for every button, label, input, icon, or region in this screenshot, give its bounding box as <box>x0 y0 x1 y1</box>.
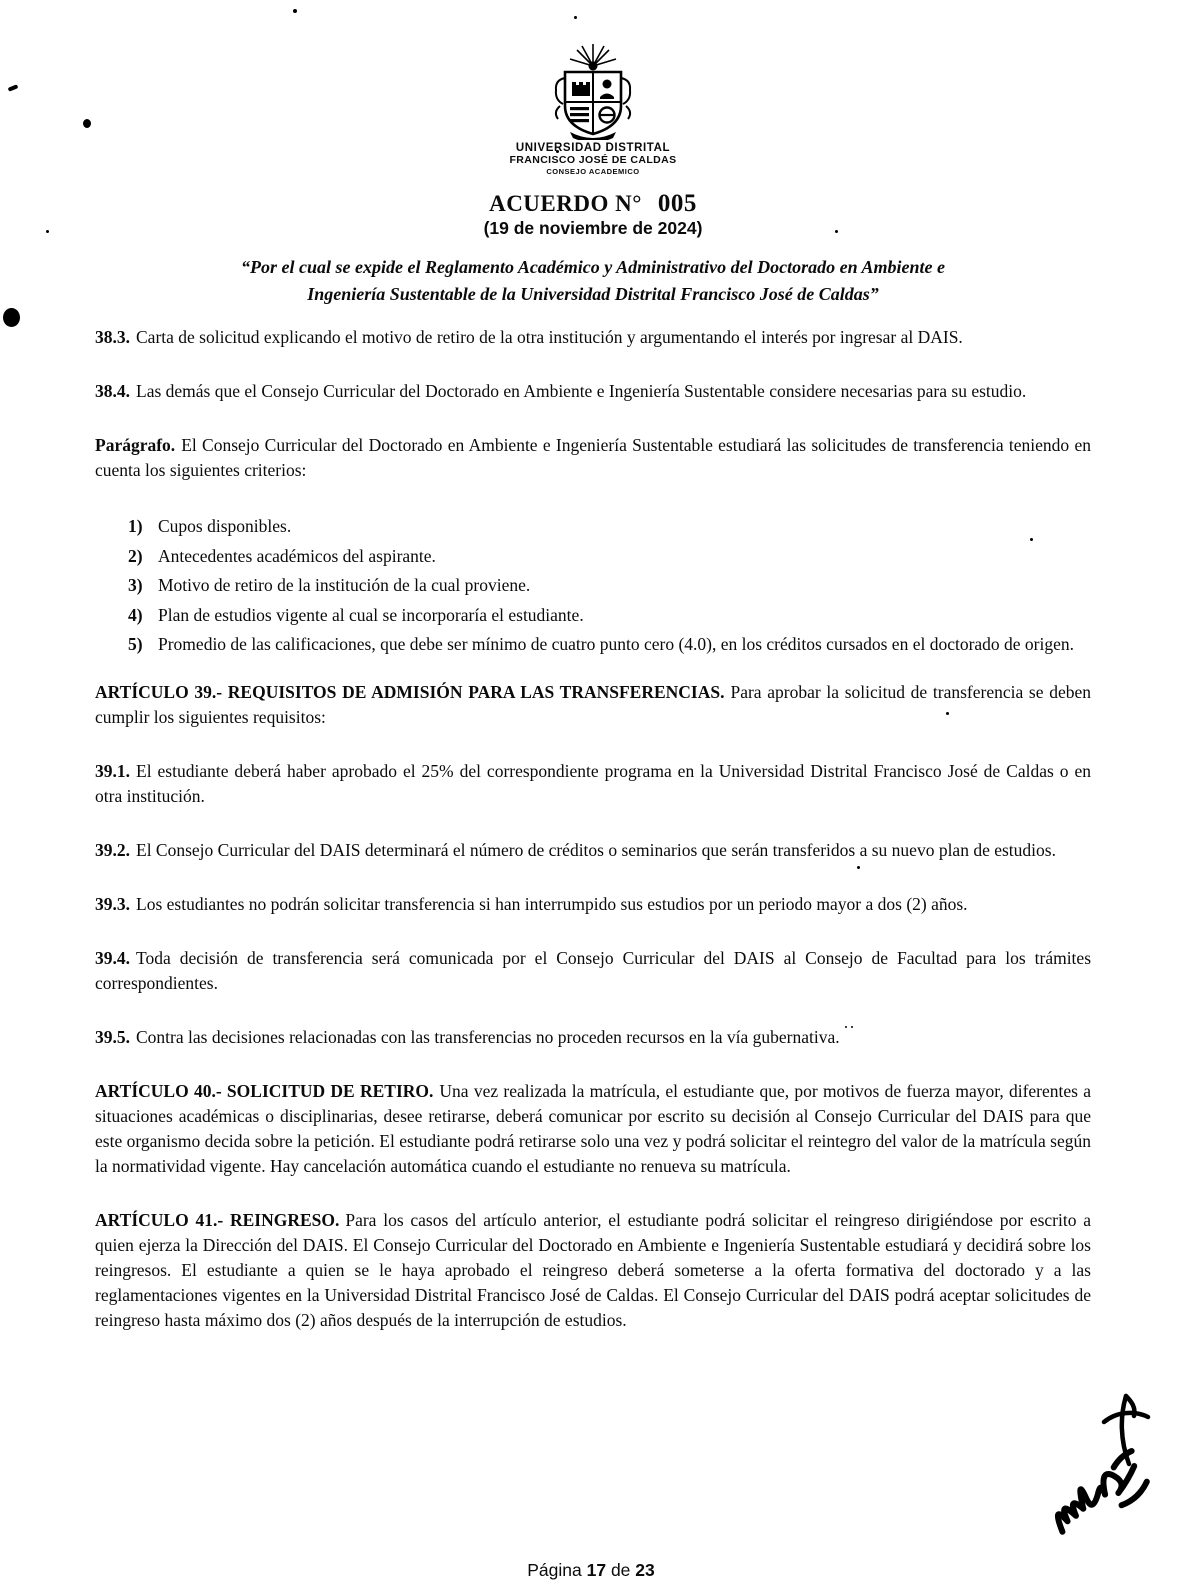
subtitle-line2: Ingeniería Sustentable de la Universidad Distrital Francisco José de Caldas” <box>307 284 879 304</box>
page-footer <box>0 1560 1182 1581</box>
page-number: 17 <box>586 1560 607 1580</box>
clause-text: Para aprobar la solicitud de transferencia se deben cumplir los siguientes requisitos: <box>95 681 1091 727</box>
clause-text: Contra las decisiones relacionadas con las transferencias no proceden recursos en la vía gubernativa. <box>136 1026 840 1047</box>
acuerdo-heading <box>95 190 1091 218</box>
clause-text: Toda decisión de transferencia será comunicada por el Consejo Curricular del DAIS al Consejo de Facultad para los trámites correspondientes. <box>95 947 1091 993</box>
paragraph-articulo-39 <box>95 680 1091 730</box>
criteria-list <box>95 512 1091 660</box>
page-label: Página <box>527 1560 582 1580</box>
list-item <box>95 630 1091 660</box>
acuerdo-label: ACUERDO N° <box>489 191 642 216</box>
article-heading: ARTÍCULO 40.- SOLICITUD DE RETIRO. <box>95 1080 434 1101</box>
clause-text: El Consejo Curricular del Doctorado en Ambiente e Ingeniería Sustentable estudiará las solicitudes de transferencia teniendo en cuenta los siguientes criterios: <box>95 435 1091 480</box>
university-name-line1: UNIVERSIDAD DISTRITAL <box>515 142 671 154</box>
list-item-number: 3) <box>128 575 143 595</box>
list-item-number: 5) <box>128 634 143 654</box>
acuerdo-date: (19 de noviembre de 2024) <box>483 218 703 238</box>
paragraph-39-5 <box>95 1025 1091 1050</box>
list-item-number: 1) <box>128 516 143 536</box>
scan-speck <box>83 119 91 128</box>
list-item-text: Antecedentes académicos del aspirante. <box>158 545 436 566</box>
clause-text: El estudiante deberá haber aprobado el 25% del correspondiente programa en la Universidad Distrital Francisco José de Caldas o en otra institución. <box>95 760 1091 806</box>
paragraph-38-4 <box>95 379 1091 404</box>
list-item <box>95 571 1091 601</box>
clause-number: Parágrafo. <box>95 435 176 455</box>
document-subtitle <box>95 254 1091 308</box>
clause-text: Las demás que el Consejo Curricular del Doctorado en Ambiente e Ingeniería Sustentable considere necesarias para su estudio. <box>136 381 1027 401</box>
article-heading: ARTÍCULO 41.- REINGRESO. <box>95 1209 340 1230</box>
list-item <box>95 512 1091 542</box>
paragraph-38-3 <box>95 325 1091 350</box>
university-name-line2: FRANCISCO JOSÉ DE CALDAS <box>509 154 677 166</box>
page-content <box>95 0 1091 1362</box>
clause-number: 39.5. <box>95 1026 130 1047</box>
list-item-text: Motivo de retiro de la institución de la cual proviene. <box>158 575 531 595</box>
scan-speck <box>8 84 19 91</box>
university-crest-icon <box>530 44 656 140</box>
list-item <box>95 542 1091 572</box>
list-item-text: Plan de estudios vigente al cual se incorporaría el estudiante. <box>158 604 584 625</box>
paragraph-articulo-40 <box>95 1079 1091 1179</box>
letterhead <box>463 44 723 176</box>
acuerdo-number: 005 <box>657 190 697 217</box>
paragraph-39-3 <box>95 892 1091 917</box>
list-item-number: 2) <box>128 545 143 566</box>
clause-text: El Consejo Curricular del DAIS determinará el número de créditos o seminarios que serán transferidos a su nuevo plan de estudios. <box>136 839 1056 860</box>
paragraph-39-1 <box>95 759 1091 809</box>
paragraph-paragrafo <box>95 433 1091 483</box>
article-heading: ARTÍCULO 39.- REQUISITOS DE ADMISIÓN PARA LAS TRANSFERENCIAS. <box>95 681 725 702</box>
paragraph-39-2 <box>95 838 1091 863</box>
clause-number: 39.2. <box>95 839 130 860</box>
page-total: 23 <box>635 1560 655 1580</box>
document-body <box>95 325 1091 1333</box>
clause-text: Los estudiantes no podrán solicitar transferencia si han interrumpido sus estudios por un periodo mayor a dos (2) años. <box>136 893 968 914</box>
list-item <box>95 601 1091 631</box>
clause-number: 39.3. <box>95 893 130 914</box>
clause-number: 38.4. <box>95 381 130 401</box>
paragraph-articulo-41 <box>95 1208 1091 1333</box>
clause-text: Carta de solicitud explicando el motivo de retiro de la otra institución y argumentando el interés por ingresar al DAIS. <box>136 327 963 347</box>
subtitle-line1: “Por el cual se expide el Reglamento Académico y Administrativo del Doctorado en Ambiente e <box>241 257 945 277</box>
list-item-text: Cupos disponibles. <box>158 516 292 536</box>
scan-speck <box>46 230 49 233</box>
clause-number: 39.4. <box>95 947 130 968</box>
clause-text: Para los casos del artículo anterior, el estudiante podrá solicitar el reingreso dirigiéndose por escrito a quien ejerza la Dirección del DAIS. El Consejo Curricular del Doctorado en Ambiente e Ingeniería Sustentable estudiará y decidirá sobre los reingresos. El estudiante a quien se le haya aprobado el reingreso deberá someterse a la oferta formativa del doctorado y a las reglamentaciones vigentes en la Universidad Distrital Francisco José de Caldas. El Consejo Curricular del DAIS podrá aceptar solicitudes de reingreso hasta máximo dos (2) años después de la interrupción de estudios. <box>95 1209 1091 1330</box>
clause-number: 38.3. <box>95 327 130 347</box>
page-separator: de <box>610 1560 631 1580</box>
clause-text: Una vez realizada la matrícula, el estudiante que, por motivos de fuerza mayor, diferentes a situaciones académicas o disciplinarias, desee retirarse, deberá comunicar por escrito su decisión al Consejo Curricular del DAIS para que este organismo decida sobre la petición. El estudiante podrá retirarse solo una vez y podrá solicitar el reintegro del valor de la matrícula según la normatividad vigente. Hay cancelación automática cuando el estudiante no renueva su matrícula. <box>95 1080 1091 1176</box>
council-name: CONSEJO ACADEMICO <box>546 167 640 176</box>
list-item-number: 4) <box>128 604 143 625</box>
scan-speck <box>3 308 20 327</box>
list-item-text: Promedio de las calificaciones, que debe ser mínimo de cuatro punto cero (4.0), en los créditos cursados en el doctorado de origen. <box>158 634 1075 654</box>
paragraph-39-4 <box>95 946 1091 996</box>
clause-number: 39.1. <box>95 760 130 781</box>
